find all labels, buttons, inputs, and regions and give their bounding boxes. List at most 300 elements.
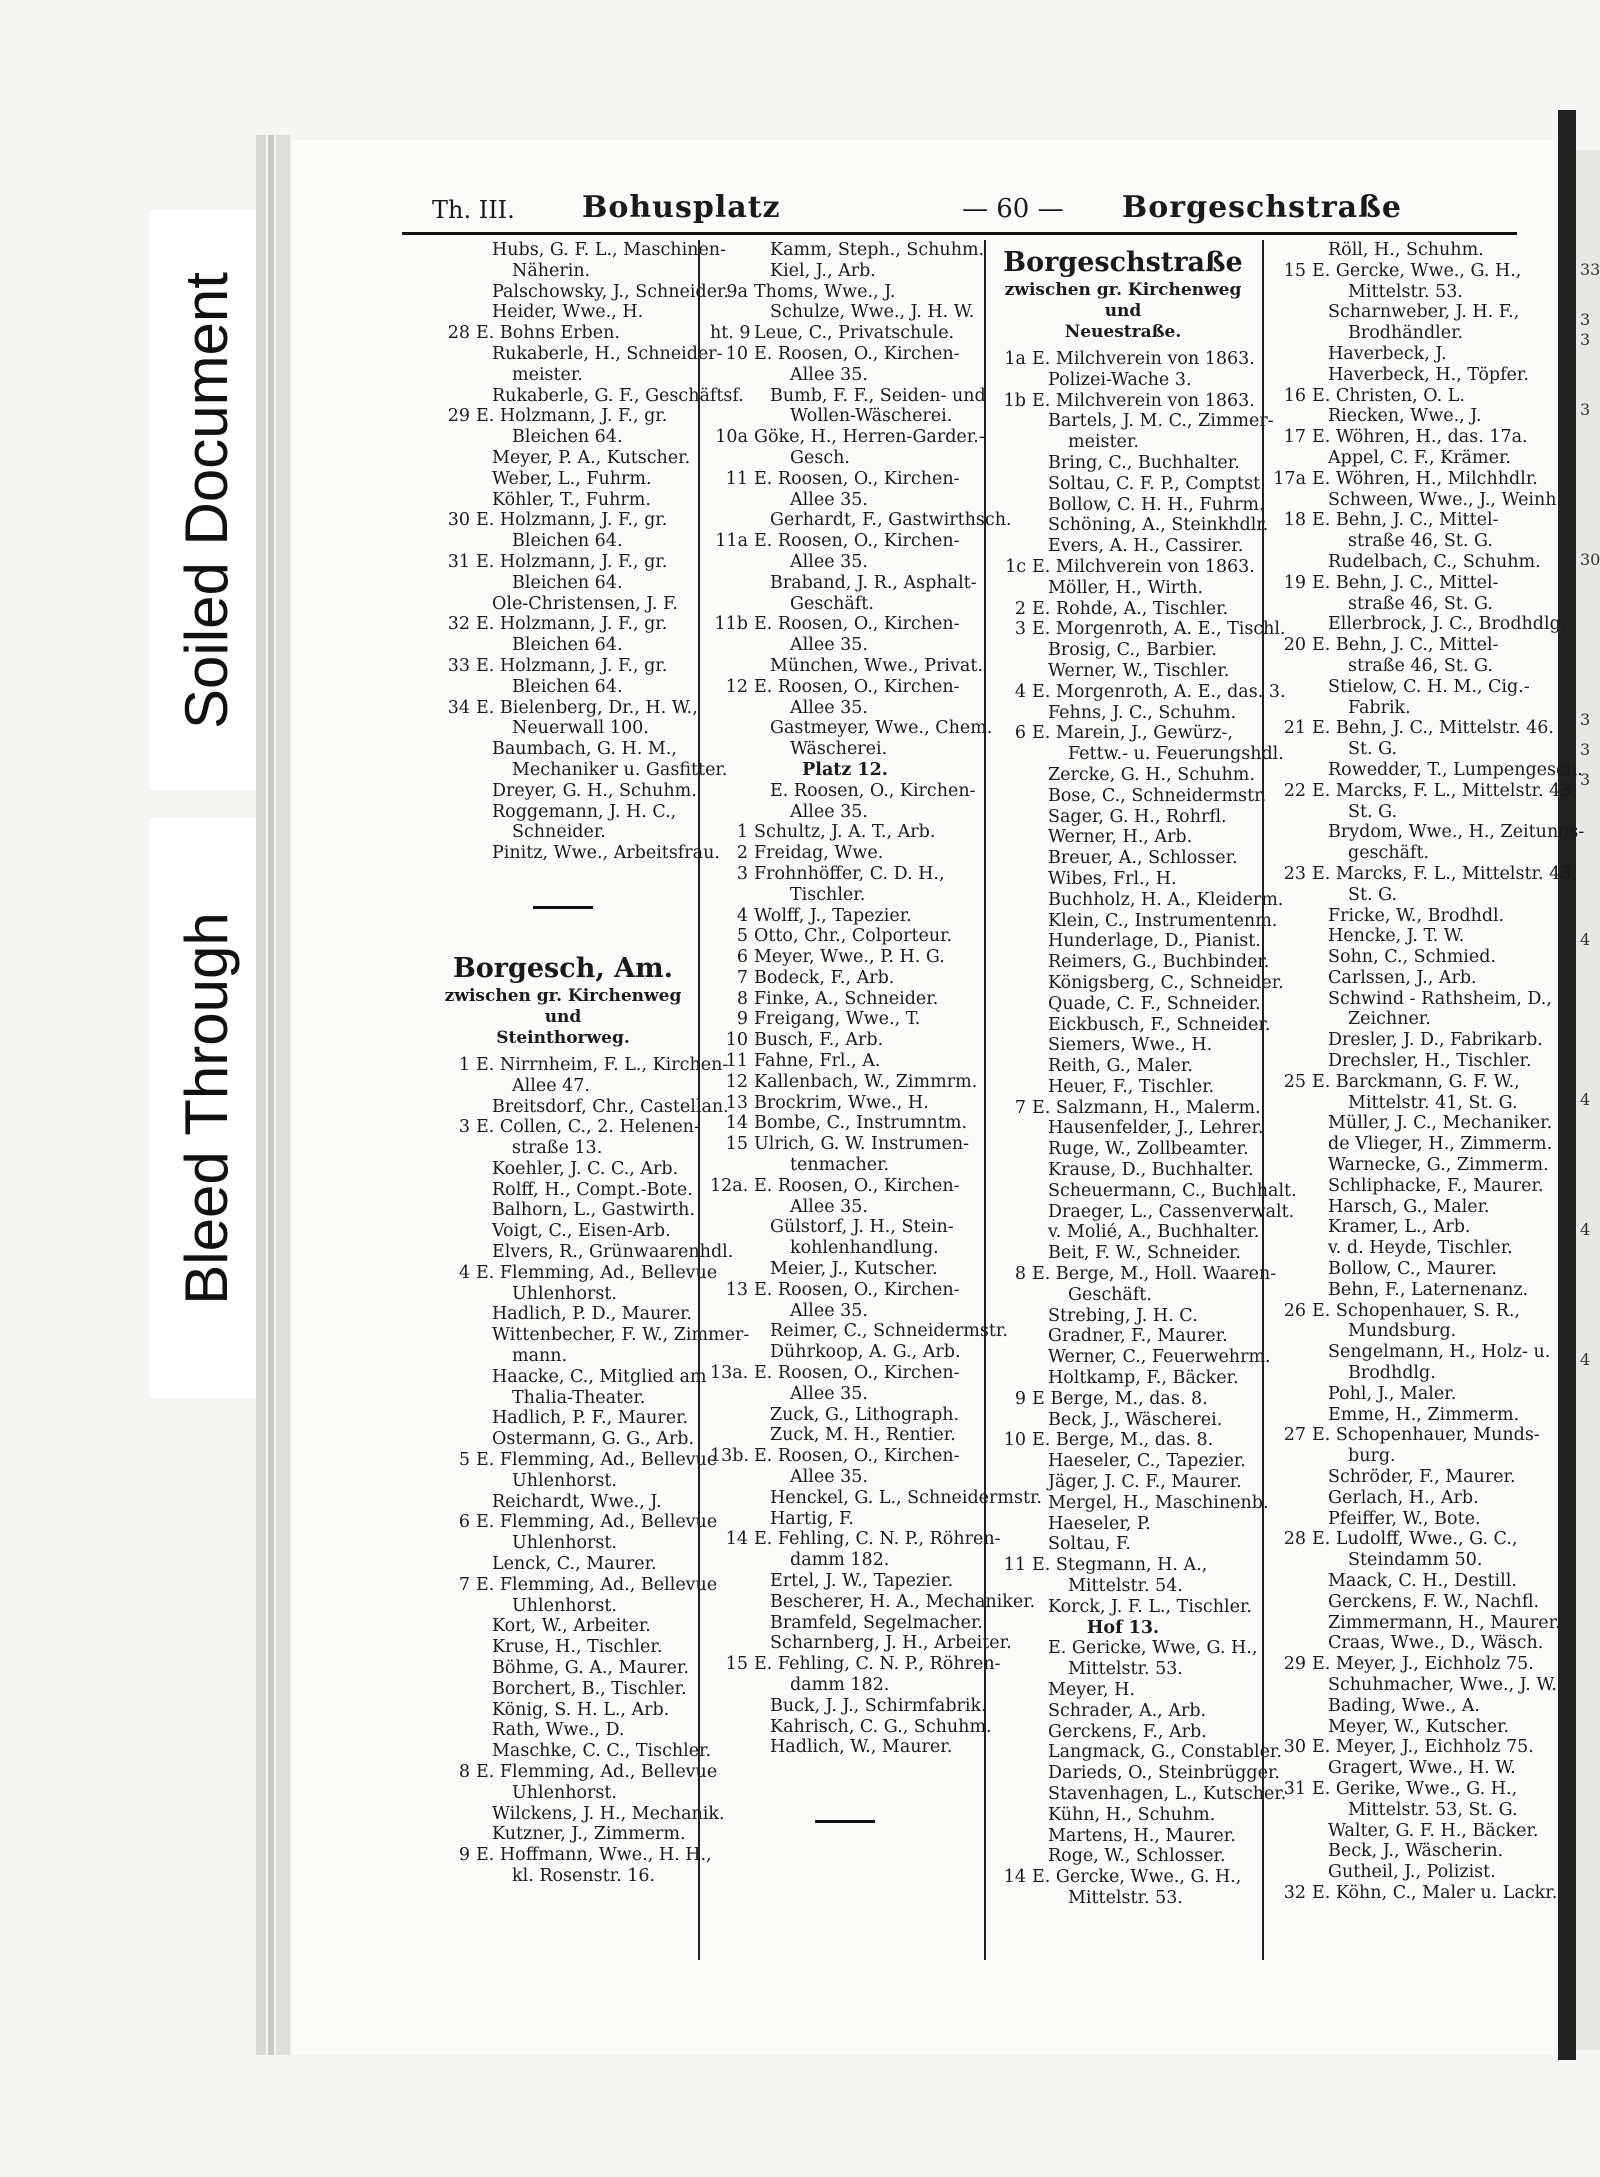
entry-text: Reimer, C., Schneidermstr. bbox=[770, 1321, 1008, 1342]
directory-entry bbox=[1268, 614, 1567, 635]
directory-entry bbox=[988, 848, 1258, 869]
entry-text: Elvers, R., Grünwaarenhdl. bbox=[492, 1242, 734, 1263]
entry-text: Ruge, W., Zollbeamter. bbox=[1048, 1139, 1249, 1160]
entry-text: E. Meyer, J., Eichholz 75. bbox=[1312, 1737, 1534, 1758]
entry-text: Meyer, P. A., Kutscher. bbox=[492, 447, 691, 468]
directory-entry bbox=[988, 1888, 1258, 1909]
directory-entry bbox=[988, 619, 1286, 640]
directory-entry bbox=[1268, 780, 1577, 802]
directory-entry bbox=[988, 1077, 1258, 1098]
directory-entry bbox=[432, 469, 694, 490]
house-number: 28 bbox=[447, 323, 470, 344]
directory-entry bbox=[1268, 1779, 1528, 1800]
directory-entry bbox=[1268, 1175, 1544, 1197]
house-number: 33 bbox=[447, 655, 470, 676]
spacer bbox=[432, 864, 694, 894]
house-number: 10 bbox=[725, 343, 748, 364]
directory-entry bbox=[1268, 468, 1538, 490]
entry-text: E. Roosen, O., Kirchen- bbox=[754, 1175, 960, 1196]
directory-entry bbox=[988, 515, 1269, 536]
directory-entry bbox=[710, 781, 980, 802]
house-number: 11 bbox=[725, 468, 748, 489]
directory-entry bbox=[710, 802, 980, 823]
directory-entry bbox=[988, 1097, 1261, 1119]
entry-text: Gerckens, F., Arb. bbox=[1048, 1721, 1207, 1742]
directory-entry bbox=[710, 718, 993, 739]
directory-entry bbox=[432, 1512, 718, 1533]
house-number: 10a bbox=[715, 427, 748, 448]
entry-text: Buchholz, H. A., Kleiderm. bbox=[1048, 889, 1284, 910]
directory-entry bbox=[710, 573, 980, 594]
entry-text: Riecken, Wwe., J. bbox=[1328, 406, 1482, 427]
house-number: 7 bbox=[736, 967, 748, 988]
directory-entry bbox=[988, 1722, 1258, 1743]
entry-text: E. Marein, J., Gewürz-, bbox=[1032, 723, 1233, 744]
entry-text: Schneider. bbox=[512, 822, 606, 843]
directory-entry bbox=[710, 1030, 980, 1051]
house-number: 9 bbox=[458, 1845, 470, 1866]
directory-entry bbox=[1268, 926, 1528, 947]
directory-entry bbox=[1268, 843, 1528, 864]
directory-entry bbox=[710, 1197, 980, 1218]
directory-entry bbox=[988, 432, 1258, 453]
house-number: 10 bbox=[725, 1030, 748, 1051]
directory-entry bbox=[988, 1285, 1258, 1306]
entry-text: Fettw.- u. Feuerungshdl. bbox=[1068, 744, 1284, 765]
entry-text: Breitsdorf, Chr., Castellan. bbox=[492, 1096, 729, 1117]
entry-text: Zuck, M. H., Rentier. bbox=[770, 1425, 956, 1446]
directory-entry bbox=[1268, 635, 1528, 656]
entry-text: E. Gericke, Wwe, G. H., bbox=[1048, 1638, 1258, 1659]
entry-text: Otto, Chr., Colporteur. bbox=[754, 926, 953, 947]
entry-text: Ellerbrock, J. C., Brodhdlg. bbox=[1328, 614, 1567, 635]
directory-entry bbox=[432, 635, 694, 656]
entry-text: Mittelstr. 41, St. G. bbox=[1348, 1092, 1518, 1113]
house-number: 15 bbox=[725, 1654, 748, 1675]
entry-text: Dresler, J. D., Fabrikarb. bbox=[1328, 1030, 1543, 1051]
directory-entry bbox=[988, 1659, 1258, 1680]
entry-text: E. Schopenhauer, Munds- bbox=[1312, 1425, 1540, 1446]
directory-entry bbox=[1268, 1197, 1528, 1218]
directory-entry bbox=[1268, 1591, 1540, 1613]
directory-entry bbox=[432, 261, 694, 282]
directory-entry bbox=[1268, 1301, 1528, 1322]
column-rule bbox=[984, 240, 986, 1960]
directory-entry bbox=[1268, 1384, 1528, 1405]
entry-text: Schuhmacher, Wwe., J. W. bbox=[1328, 1674, 1557, 1695]
house-number: 9 bbox=[736, 1009, 748, 1030]
entry-text: Mittelstr. 54. bbox=[1068, 1576, 1183, 1597]
house-number: 25 bbox=[1283, 1071, 1306, 1092]
header-rule bbox=[402, 232, 1517, 235]
house-number: 11 bbox=[1003, 1555, 1026, 1576]
facing-page-mark: 3 bbox=[1580, 740, 1591, 759]
directory-entry bbox=[988, 1555, 1258, 1576]
directory-entry bbox=[432, 365, 694, 386]
entry-text: Mittelstr. 53, St. G. bbox=[1348, 1799, 1518, 1820]
directory-entry bbox=[1268, 1238, 1528, 1259]
entry-text: Rukaberle, G. F., Geschäftsf. bbox=[492, 385, 744, 406]
directory-entry bbox=[432, 1304, 694, 1325]
entry-text: Zeichner. bbox=[1348, 1009, 1431, 1030]
directory-entry bbox=[710, 427, 985, 448]
directory-entry bbox=[1268, 1217, 1528, 1238]
directory-entry bbox=[1268, 427, 1528, 448]
entry-text: Göke, H., Herren-Garder.- bbox=[754, 427, 985, 448]
entry-text: Bodeck, F., Arb. bbox=[754, 967, 895, 988]
house-number: 10 bbox=[1003, 1430, 1026, 1451]
directory-entry bbox=[988, 1056, 1258, 1077]
entry-text: kohlenhandlung. bbox=[790, 1238, 939, 1259]
directory-entry bbox=[710, 822, 980, 843]
entry-text: E. Fehling, C. N. P., Röhren- bbox=[754, 1529, 1001, 1550]
house-number: 19 bbox=[1283, 572, 1306, 593]
entry-text: Kruse, H., Tischler. bbox=[492, 1637, 663, 1658]
entry-text: Bleichen 64. bbox=[512, 676, 623, 697]
entry-text: E. Roosen, O., Kirchen- bbox=[754, 468, 960, 489]
directory-entry bbox=[988, 1035, 1258, 1056]
entry-text: Meyer, Wwe., P. H. G. bbox=[754, 947, 945, 968]
entry-text: Gerckens, F. W., Nachfl. bbox=[1328, 1591, 1540, 1612]
entry-text: St. G. bbox=[1348, 801, 1398, 822]
entry-text: Kühn, H., Schuhm. bbox=[1048, 1804, 1216, 1825]
directory-entry bbox=[432, 656, 694, 677]
subsection-heading: Hof 13. bbox=[1086, 1617, 1160, 1638]
house-number: 1 bbox=[736, 822, 748, 843]
entry-text: Busch, F., Arb. bbox=[754, 1030, 884, 1051]
entry-text: E. Meyer, J., Eichholz 75. bbox=[1312, 1654, 1534, 1675]
directory-entry bbox=[1268, 947, 1528, 968]
directory-entry bbox=[432, 822, 694, 843]
entry-text: Pohl, J., Maler. bbox=[1328, 1383, 1457, 1404]
directory-entry bbox=[432, 1408, 694, 1429]
directory-entry bbox=[432, 406, 694, 427]
section-subheading: Steinthorweg. bbox=[496, 1027, 630, 1048]
header-street-right: Borgeschstraße bbox=[1121, 190, 1402, 225]
directory-entry bbox=[710, 635, 980, 656]
entry-text: E. Roosen, O., Kirchen- bbox=[754, 343, 960, 364]
directory-entry bbox=[988, 1410, 1258, 1431]
entry-text: Behn, F., Laternenanz. bbox=[1328, 1279, 1529, 1300]
entry-text: Hausenfelder, J., Lehrer. bbox=[1048, 1118, 1264, 1139]
entry-text: St. G. bbox=[1348, 739, 1398, 760]
entry-text: E. Milchverein von 1863. bbox=[1032, 349, 1255, 369]
entry-text: Allee 35. bbox=[790, 697, 868, 718]
entry-text: E. Milchverein von 1863. bbox=[1032, 556, 1255, 577]
entry-text: Strebing, J. H. C. bbox=[1048, 1305, 1198, 1326]
entry-text: Breuer, A., Schlosser. bbox=[1048, 848, 1238, 869]
directory-entry bbox=[710, 448, 980, 469]
directory-entry bbox=[432, 1325, 750, 1346]
directory-entry bbox=[1268, 1155, 1549, 1176]
entry-text: Bleichen 64. bbox=[512, 531, 623, 552]
directory-entry bbox=[988, 1783, 1287, 1805]
entry-text: Uhlenhorst. bbox=[512, 1782, 617, 1803]
entry-text: Freidag, Wwe. bbox=[754, 843, 884, 864]
entry-text: Werner, H., Arb. bbox=[1048, 827, 1193, 848]
directory-entry bbox=[710, 282, 980, 303]
house-number: 13a. bbox=[710, 1363, 749, 1384]
directory-entry bbox=[710, 1342, 980, 1363]
entry-text: Finke, A., Schneider. bbox=[754, 988, 939, 1009]
facing-page-mark: 3 bbox=[1580, 770, 1591, 789]
entry-text: Allee 35. bbox=[790, 635, 868, 656]
entry-text: Soltau, F. bbox=[1048, 1534, 1131, 1555]
directory-entry bbox=[988, 827, 1258, 848]
entry-text: Weber, L., Fuhrm. bbox=[492, 468, 652, 489]
directory-entry bbox=[1268, 365, 1528, 386]
directory-entry bbox=[432, 1700, 694, 1721]
directory-entry bbox=[1268, 1737, 1534, 1758]
directory-entry bbox=[710, 1737, 980, 1758]
directory-entry bbox=[710, 1487, 1042, 1509]
directory-entry bbox=[432, 718, 694, 739]
entry-text: Rowedder, T., Lumpengesch. bbox=[1328, 759, 1583, 780]
entry-text: E. Bohns Erben. bbox=[476, 323, 620, 344]
house-number: 28 bbox=[1283, 1529, 1306, 1550]
entry-text: de Vlieger, H., Zimmerm. bbox=[1328, 1134, 1553, 1155]
directory-entry bbox=[710, 677, 980, 698]
directory-entry bbox=[432, 1845, 712, 1866]
directory-entry bbox=[710, 490, 980, 511]
directory-entry bbox=[432, 281, 730, 303]
entry-text: E. Christen, O. L. bbox=[1312, 385, 1465, 406]
entry-text: Brodhdlg. bbox=[1348, 1363, 1436, 1384]
entry-text: E. Gerike, Wwe., G. H., bbox=[1312, 1778, 1518, 1799]
directory-entry bbox=[1268, 1612, 1561, 1634]
directory-entry bbox=[1268, 386, 1528, 407]
house-number: 23 bbox=[1283, 863, 1306, 884]
entry-text: Mittelstr. 53. bbox=[1068, 1659, 1183, 1680]
house-number: 9 bbox=[1014, 1388, 1026, 1409]
header-street-left: Bohusplatz bbox=[582, 190, 781, 225]
directory-entry bbox=[710, 1529, 1001, 1550]
directory-entry bbox=[710, 469, 980, 490]
entry-text: Borchert, B., Tischler. bbox=[492, 1678, 687, 1699]
entry-text: E. Flemming, Ad., Bellevue bbox=[476, 1574, 718, 1595]
house-number: 29 bbox=[447, 406, 470, 427]
directory-entry bbox=[432, 427, 694, 448]
entry-text: Allee 35. bbox=[790, 1300, 868, 1321]
directory-entry bbox=[988, 1180, 1297, 1202]
entry-text: Wittenbecher, F. W., Zimmer- bbox=[492, 1325, 750, 1346]
directory-entry bbox=[988, 1201, 1295, 1223]
entry-text: E. Holzmann, J. F., gr. bbox=[476, 614, 668, 635]
entry-text: Mittelstr. 53. bbox=[1068, 1887, 1183, 1908]
directory-entry bbox=[1268, 448, 1528, 469]
entry-text: Kiel, J., Arb. bbox=[770, 260, 876, 281]
entry-text: E. Morgenroth, A. E., Tischl. bbox=[1032, 619, 1286, 640]
house-number: 12 bbox=[725, 676, 748, 697]
directory-entry bbox=[710, 1405, 980, 1426]
page-edge bbox=[268, 135, 274, 2055]
directory-entry bbox=[710, 1321, 1008, 1342]
directory-entry bbox=[1268, 344, 1528, 365]
house-number: 22 bbox=[1283, 780, 1306, 801]
entry-text: Ulrich, G. W. Instrumen- bbox=[754, 1134, 970, 1155]
directory-entry bbox=[432, 1262, 718, 1284]
directory-entry bbox=[1268, 1405, 1528, 1426]
entry-text: Heider, Wwe., H. bbox=[492, 302, 644, 323]
entry-text: Allee 35. bbox=[790, 1196, 868, 1217]
directory-entry bbox=[988, 993, 1261, 1015]
page-edge bbox=[276, 135, 290, 2055]
entry-text: Bleichen 64. bbox=[512, 572, 623, 593]
entry-text: Meyer, W., Kutscher. bbox=[1328, 1716, 1510, 1737]
directory-entry bbox=[988, 1867, 1258, 1888]
directory-entry bbox=[988, 1139, 1258, 1160]
entry-text: Reimers, G., Buchbinder. bbox=[1048, 952, 1270, 973]
document-page bbox=[292, 140, 1585, 2055]
house-number: 18 bbox=[1283, 510, 1306, 531]
directory-entry bbox=[432, 1159, 694, 1180]
directory-entry bbox=[988, 1763, 1280, 1784]
directory-entry bbox=[432, 1429, 694, 1450]
house-number: 1 bbox=[458, 1054, 470, 1075]
directory-entry bbox=[710, 261, 980, 282]
section-subheading: zwischen gr. Kirchenweg und bbox=[1004, 280, 1242, 321]
entry-text: Mechaniker u. Gasfitter. bbox=[512, 759, 728, 780]
section-heading: Borgesch, Am. bbox=[452, 952, 674, 984]
directory-entry bbox=[710, 989, 980, 1010]
directory-entry bbox=[432, 1076, 694, 1097]
directory-entry bbox=[710, 1550, 980, 1571]
directory-entry bbox=[432, 1492, 694, 1513]
directory-entry bbox=[988, 1306, 1258, 1327]
entry-text: Martens, H., Maurer. bbox=[1048, 1825, 1236, 1846]
directory-entry bbox=[988, 1597, 1258, 1618]
entry-text: Beit, F. W., Schneider. bbox=[1048, 1243, 1241, 1264]
entry-text: Scharnberg, J. H., Arbeiter. bbox=[770, 1633, 1012, 1654]
spacer bbox=[432, 922, 694, 946]
directory-entry bbox=[1268, 656, 1528, 677]
entry-text: Neuerwall 100. bbox=[512, 718, 649, 739]
entry-text: Fabrik. bbox=[1348, 697, 1411, 718]
entry-text: Zimmermann, H., Maurer. bbox=[1328, 1612, 1561, 1633]
directory-entry bbox=[710, 655, 983, 677]
directory-entry bbox=[1268, 759, 1583, 781]
directory-entry bbox=[1268, 1633, 1544, 1654]
directory-entry bbox=[1268, 240, 1528, 261]
directory-entry bbox=[1268, 261, 1528, 282]
facing-page-mark: 4 bbox=[1580, 1220, 1591, 1239]
directory-entry bbox=[710, 344, 980, 365]
house-number: 32 bbox=[1283, 1882, 1306, 1903]
entry-text: Fahne, Frl., A. bbox=[754, 1051, 881, 1072]
entry-text: Bollow, C., Maurer. bbox=[1328, 1259, 1497, 1280]
entry-text: Thalia-Theater. bbox=[512, 1387, 646, 1408]
entry-text: Appel, C. F., Krämer. bbox=[1328, 447, 1511, 468]
directory-entry bbox=[988, 599, 1258, 620]
entry-text: Geschäft. bbox=[790, 593, 874, 614]
column-4 bbox=[1268, 240, 1585, 1904]
directory-entry bbox=[988, 578, 1258, 599]
entry-text: Baumbach, G. H. M., bbox=[492, 739, 677, 760]
directory-entry bbox=[988, 723, 1258, 744]
directory-entry bbox=[710, 1633, 1012, 1654]
directory-entry bbox=[1268, 1113, 1553, 1134]
directory-entry bbox=[710, 864, 980, 885]
entry-text: E. Roosen, O., Kirchen- bbox=[754, 531, 960, 552]
house-number: 8 bbox=[1014, 1264, 1026, 1285]
entry-text: Steindamm 50. bbox=[1348, 1550, 1483, 1571]
facing-page-mark: 4 bbox=[1580, 1090, 1591, 1109]
directory-entry bbox=[988, 1347, 1271, 1368]
entry-text: Hartig, F. bbox=[770, 1508, 854, 1529]
entry-text: E. Gercke, Wwe., G. H., bbox=[1032, 1867, 1242, 1888]
facing-page-mark: 3 bbox=[1580, 330, 1591, 349]
entry-text: Bleichen 64. bbox=[512, 635, 623, 656]
facing-page-mark: 3 bbox=[1580, 400, 1591, 419]
entry-text: E. Roosen, O., Kirchen- bbox=[754, 1363, 960, 1384]
entry-text: Brydom, Wwe., H., Zeitungs- bbox=[1328, 822, 1585, 843]
entry-text: Haverbeck, J. bbox=[1328, 343, 1447, 364]
entry-text: Korck, J. F. L., Tischler. bbox=[1048, 1596, 1252, 1617]
entry-text: Voigt, C., Eisen-Arb. bbox=[492, 1221, 671, 1242]
house-number: 17a bbox=[1273, 468, 1306, 489]
directory-entry bbox=[988, 1243, 1258, 1264]
directory-entry bbox=[1268, 1446, 1528, 1467]
directory-entry bbox=[1268, 968, 1528, 989]
entry-text: Bading, Wwe., A. bbox=[1328, 1695, 1480, 1716]
directory-entry bbox=[988, 1014, 1271, 1036]
directory-entry bbox=[1268, 510, 1528, 531]
directory-entry bbox=[710, 968, 980, 989]
directory-entry bbox=[1268, 988, 1552, 1010]
directory-entry bbox=[988, 889, 1284, 911]
entry-text: E. Marcks, F. L., Mittelstr. 43. bbox=[1312, 863, 1577, 884]
entry-text: Reith, G., Maler. bbox=[1048, 1056, 1193, 1077]
house-number: 1b bbox=[1003, 390, 1026, 411]
entry-text: Krause, D., Buchhalter. bbox=[1048, 1160, 1254, 1181]
entry-text: Bumb, F. F., Seiden- und bbox=[770, 385, 986, 406]
entry-text: Gerlach, H., Arb. bbox=[1328, 1487, 1479, 1508]
directory-entry bbox=[988, 557, 1258, 578]
directory-entry bbox=[1268, 1820, 1539, 1842]
directory-entry bbox=[710, 1654, 1001, 1675]
entry-text: meister. bbox=[512, 364, 583, 385]
directory-entry bbox=[988, 1638, 1258, 1659]
entry-text: Kallenbach, W., Zimmrm. bbox=[754, 1071, 978, 1092]
directory-entry bbox=[710, 947, 980, 968]
directory-entry bbox=[710, 1238, 980, 1259]
directory-entry bbox=[432, 1658, 694, 1679]
directory-entry bbox=[988, 1846, 1258, 1867]
directory-entry bbox=[988, 703, 1258, 724]
directory-entry bbox=[1268, 551, 1541, 573]
directory-entry bbox=[1268, 1467, 1528, 1488]
entry-text: Roggemann, J. H. C., bbox=[492, 801, 677, 822]
facing-page-mark: 3 bbox=[1580, 310, 1591, 329]
entry-text: König, S. H. L., Arb. bbox=[492, 1699, 670, 1720]
entry-text: straße 13. bbox=[512, 1138, 603, 1159]
directory-entry bbox=[710, 1591, 1036, 1613]
entry-text: E Berge, M., das. 8. bbox=[1032, 1388, 1208, 1409]
directory-entry bbox=[1268, 1342, 1551, 1363]
facing-page-mark: 4 bbox=[1580, 1350, 1591, 1369]
entry-text: Uhlenhorst. bbox=[512, 1470, 617, 1491]
directory-entry bbox=[988, 370, 1258, 391]
directory-entry bbox=[432, 490, 694, 511]
house-number: 5 bbox=[736, 926, 748, 947]
directory-entry bbox=[432, 1783, 694, 1804]
directory-entry bbox=[710, 510, 1012, 531]
entry-text: E. Berge, M., Holl. Waaren- bbox=[1032, 1264, 1277, 1285]
directory-entry bbox=[988, 1264, 1277, 1285]
entry-text: E. Flemming, Ad., Bellevue bbox=[476, 1450, 718, 1471]
entry-text: Reichardt, Wwe., J. bbox=[492, 1491, 662, 1512]
directory-entry bbox=[432, 1762, 718, 1783]
